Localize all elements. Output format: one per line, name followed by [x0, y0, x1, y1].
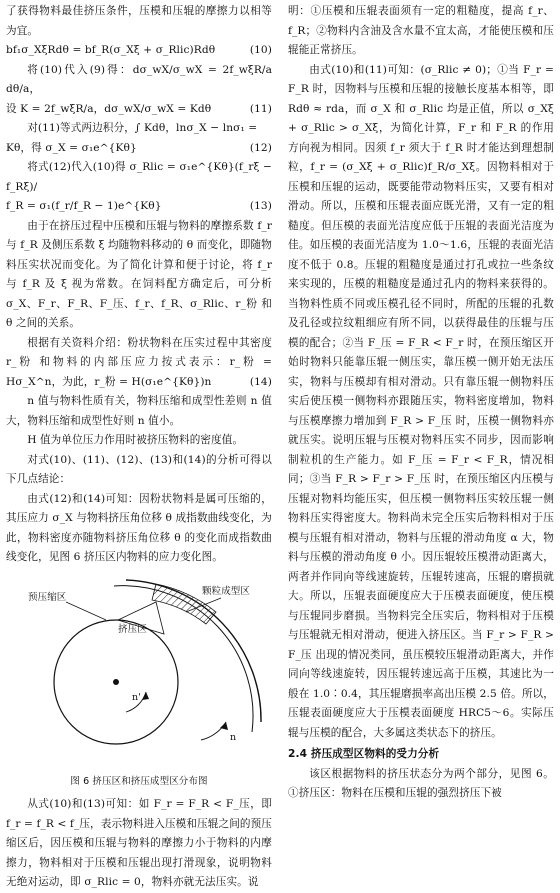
- paragraph: n 值与物料性质有关，物料压缩和成型性差则 n 值大，物料压缩和成型性好则 n 值小。: [6, 395, 272, 427]
- paragraph: 将式(12)代入(10)得 σ_Rlic = σ₁e^{Kθ}(f_rξ − f_Rξ)/: [6, 161, 272, 193]
- equation-number: (11): [249, 102, 272, 115]
- paragraph: 从式(10)和(13)可知：如 F_r = F_R < F_压，即 f_r = f_R < f_压，表示物料进入压模和压辊之间的预压缩区后，因压模和压辊与物料的摩擦力小于物料的内摩擦力，物料相对于压模和压辊出现打滑现象，说明物料无绝对运动，即 σ_Rlic = 0，物料亦就无法压实。说: [6, 798, 272, 888]
- equation-12: [6, 139, 272, 159]
- equation-text: Kθ，得 σ_X = σ₁e^{Kθ}: [6, 141, 137, 154]
- equation-text: f_R = σ₁(f_r/f_R − 1)e^{Kθ}: [6, 200, 162, 212]
- equation-number: (12): [249, 141, 272, 154]
- paragraph-text: 根据有关资料介绍：粉状物料在压实过程中其密度 r_粉 和物料的内部压应力按式表示：r_粉 = Hσ_X^n，为此，r_粉 = H(σ₁e^{Kθ})n: [6, 336, 272, 388]
- paragraph: 由式(10)和(11)可知：(σ_Rlic ≠ 0)；①当 F_r = F_R 时，因物料与压模和压辊的接触长度基本相等，即 Rdθ ≈ rda，而 σ_X 和 σ_Rlic 均是正值，所以 σ_Xξ + σ_Rlic > σ_Xξ，为简化计算，F_r 和 F_R 的作用方向视为相同。因须 f_r 须大于 f_R 时才能达到理想制粒，f_r = (σ_Xξ + σ_Rlic)f_R/σ_Xξ。因物料相对于压模和压辊的运动，既要能带动物料压实，又要有相对滑动。所以，压模和压辊表面应既光滑，又有一定的粗糙度。但压模的表面光洁度应低于压辊的表面光洁度为佳。如压模的表面光洁度为 1.0～1.6，压辊的表面光洁度不低于 0.8。压辊的粗糙度是通过打孔或拉一些条纹来实现的，压模的粗糙度是通过孔内的物料来获得的。当物料性质不同或压模孔径不同时，所配的压辊的孔数及孔径或拉纹粗细应有所不同，以获得最佳的压辊与压模的配合；②当 F_压 = F_R < F_r 时，在预压缩区开始时物料只能靠压辊一侧压实，靠压模一侧开始无法压实，物料与压模却有相对滑动。只有靠压辊一侧物料压实后使压模一侧物料亦跟随压实，物料密度增加，物料与压模摩擦力增加到 F_R > F_压 时，压模一侧物料亦就压实。说明压辊与压模对物料压实不同步，因而影响制粒机的生产能力。如 F_压 = F_r < F_R，情况相同；③当 F_R > F_r > F_压 时，在预压缩区内压模与压辊对物料均能压实，但压模一侧物料压实较压辊一侧物料压实得密度大。物料尚未完全压实后物料相对于压模与压辊有相对滑动，物料与压辊的滑动角度 α 大，物料与压模的滑动角度 θ 小。因压辊较压模滑动距离大，两者并作同向等线速旋转，压辊转速高，压辊的磨损就大。所以，压辊表面硬度应大于压模表面硬度，使压模与压辊同步磨损。当物料完全压实后，物料相对于压模与压辊就无相对滑动，便进入挤压区。当 F_r > F_R > F_压 出现的情况类同，虽压模较压辊滑动距离大，并作同向等线速旋转，因压辊转速远高于压模，其速比为一般在 1.0∶0.4，其压辊磨损率高出压模 2.5 倍。所以，压辊表面硬度应大于压模表面硬度 HRC5～6。实际压辊与压模的配合，大多属这类状态下的挤压。: [288, 63, 554, 739]
- paragraph: 由式(12)和(14)可知：因粉状物料是属可压缩的，其压应力 σ_X 与物料挤压角位移 θ 成指数曲线变化，为此，物料密度亦随物料挤压角位移 θ 的变化而成指数曲线变化，见图 6 挤压区内物料的应力变化图。: [6, 492, 272, 563]
- label-n: n: [230, 731, 237, 743]
- paragraph: 对式(10)、(11)、(12)、(13)和(14)的分析可得以下几点结论：: [6, 453, 272, 485]
- section-heading: 2.4 挤压成型区物料的受力分析: [288, 748, 440, 760]
- label-pellet-zone: 颗粒成型区: [202, 585, 251, 597]
- equation-11: [6, 100, 272, 120]
- paragraph: 该区根据物料的挤压状态分为两个部分，见图 6。①挤压区：物料在压模和压辊的强烈挤压下被: [288, 767, 554, 799]
- paragraph: 将(10)代入(9)得：dσ_wX/σ_wX = 2f_wξR/a dθ/a，: [6, 63, 272, 95]
- label-n-prime: n': [132, 691, 141, 703]
- equation-number: (13): [249, 200, 272, 212]
- paragraph: [6, 334, 272, 393]
- left-column: [6, 2, 272, 893]
- leader-precompress: [66, 602, 106, 620]
- roller-arrowhead: [142, 692, 149, 700]
- equation-number: (14): [249, 375, 272, 388]
- equation-text: bf₁σ_XξRdθ = bf_R(σ_Xξ + σ_Rlic)Rdθ: [6, 44, 216, 56]
- figure-6: [6, 572, 272, 772]
- roller-center: [113, 679, 119, 685]
- paragraph: 对(11)等式两边积分，∫ Kdθ，lnσ_X − lnσ₁ =: [27, 122, 258, 134]
- label-precompress-zone: 预压缩区: [28, 591, 67, 603]
- die-rotation-arrow: [201, 722, 226, 740]
- right-column: [288, 2, 554, 804]
- figure-caption: 图 6 挤压区和挤压成型区分布图: [70, 775, 208, 787]
- paragraph: 由于在挤压过程中压模和压辊与物料的摩擦系数 f_r 与 f_R 及侧压系数 ξ 均随物料移动的 θ 而变化，即随物料压实状况而变化。为了简化计算和便于讨论，将 f_r 与 f_R 及 ξ 视为常数。在饲料配方确定后，可分析 σ_X、F_r、F_R、F_压、f_r、f_R、σ_Rlic、r_粉 和 θ 之间的关系。: [6, 219, 272, 329]
- equation-13: [6, 197, 272, 217]
- label-extrusion-zone: 挤压区: [118, 623, 147, 635]
- paragraph: 明：①压模和压辊表面须有一定的粗糙度，提高 f_r、f_R；②物料内含油及含水量不宜太高，才能使压模和压辊能正常挤压。: [288, 5, 554, 56]
- equation-text: 设 K = 2f_wξR/a，dσ_wX/σ_wX = Kdθ: [6, 102, 212, 115]
- equation-10: [6, 41, 272, 61]
- equation-number: (10): [249, 44, 272, 56]
- paragraph: 了获得物料最佳挤压条件，压模和压辊的摩擦力以相等为宜。: [6, 5, 272, 37]
- paragraph: H 值为单位压力作用时被挤压物料的密度值。: [27, 434, 244, 446]
